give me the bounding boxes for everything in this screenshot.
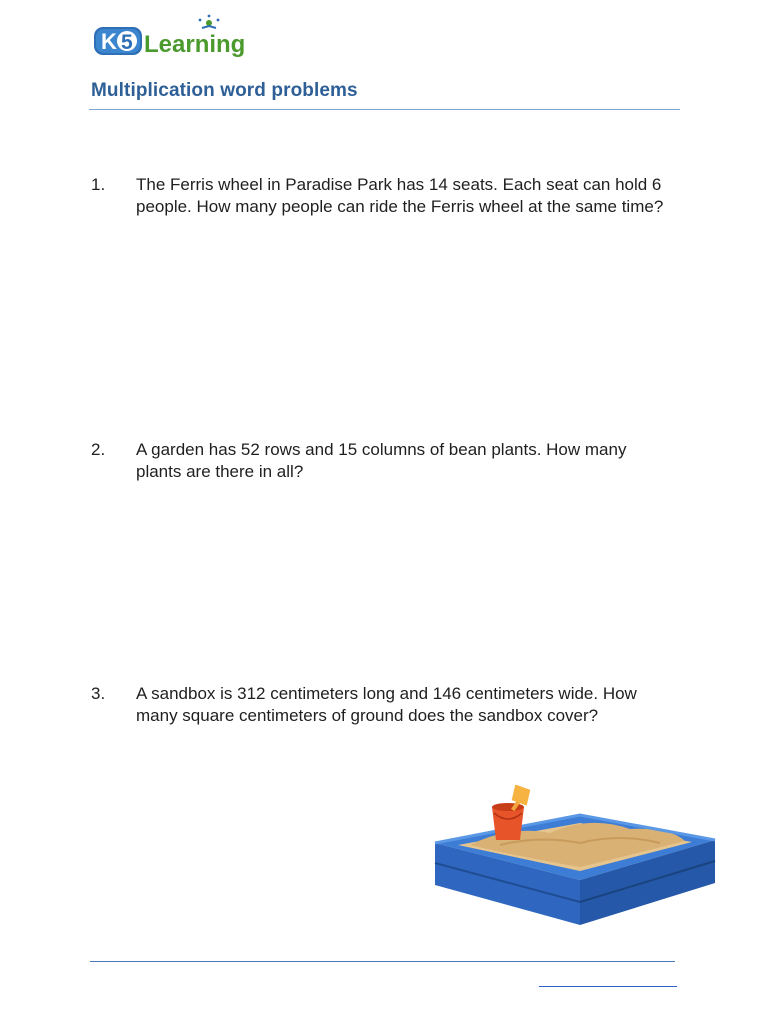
footer-link-underline <box>539 986 677 987</box>
k5-learning-logo <box>92 14 262 62</box>
problem-number: 1. <box>91 175 106 194</box>
svg-text:K: K <box>101 29 117 54</box>
page-title: Multiplication word problems <box>91 80 358 101</box>
problem-text: A sandbox is 312 centimeters long and 146 centimeters wide. How many square centimeters of ground does the sandbox cover? <box>136 684 637 725</box>
footer-divider <box>90 961 675 962</box>
problem-text: The Ferris wheel in Paradise Park has 14 seats. Each seat can hold 6 people. How many people can ride the Ferris wheel at the same time? <box>136 175 664 216</box>
title-divider <box>89 109 680 110</box>
logo-graphic <box>92 14 262 62</box>
svg-text:Learning: Learning <box>144 31 246 58</box>
problem-text: A garden has 52 rows and 15 columns of bean plants. How many plants are there in all? <box>136 440 627 481</box>
svg-text:5: 5 <box>121 31 133 54</box>
sandbox-illustration <box>430 785 720 935</box>
footer-link[interactable] <box>539 972 679 986</box>
problem-number: 2. <box>91 440 106 459</box>
problem-number: 3. <box>91 684 106 703</box>
